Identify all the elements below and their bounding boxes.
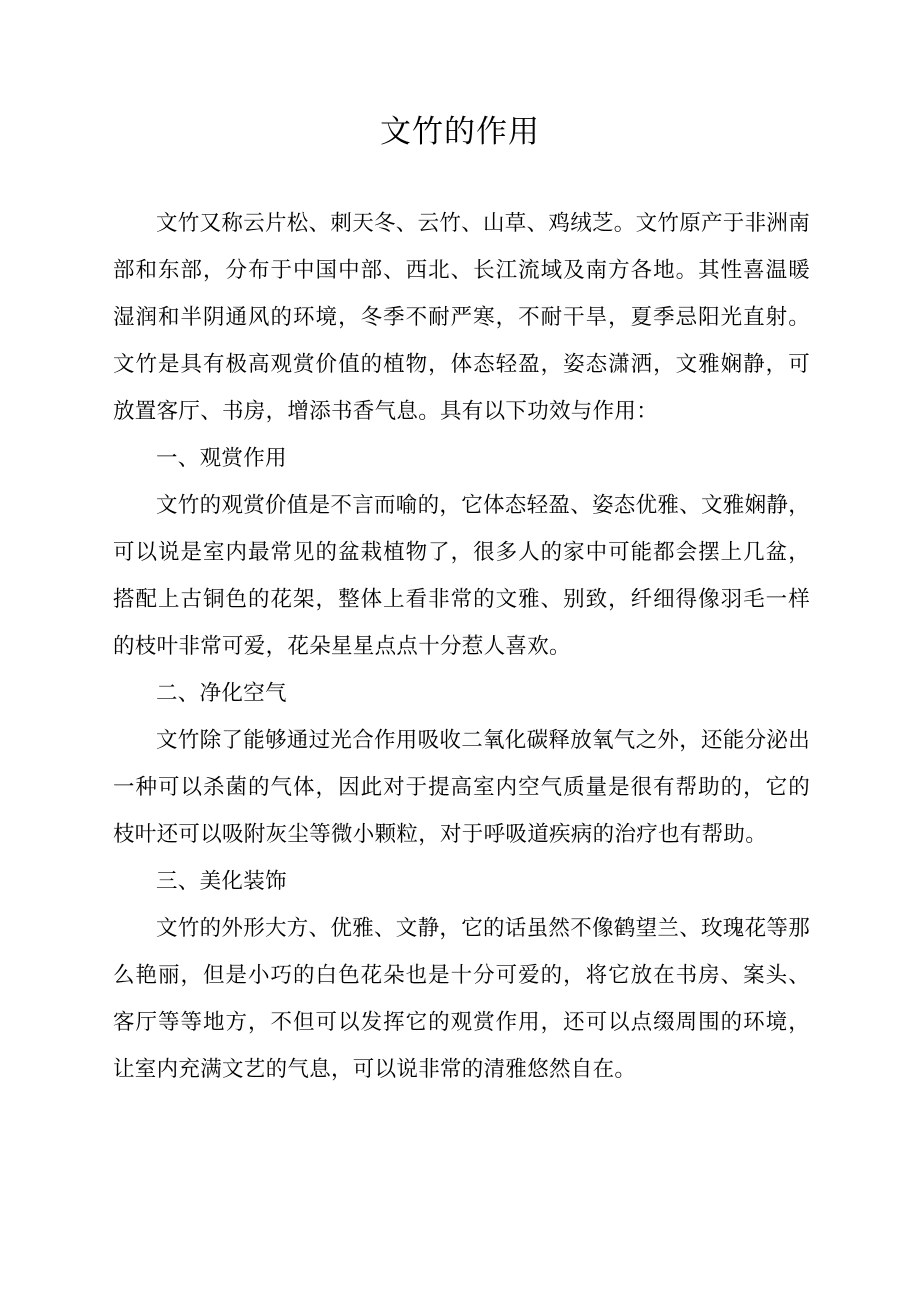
intro-paragraph: 文竹又称云片松、刺天冬、云竹、山草、鸡绒芝。文竹原产于非洲南部和东部，分布于中国中部、西北、长江流域及南方各地。其性喜温暖湿润和半阴通风的环境，冬季不耐严寒，不耐干旱，夏季忌阳光直射。文竹是具有极高观赏价值的植物，体态轻盈，姿态潇洒，文雅娴静，可放置客厅、书房，增添书香气息。具有以下功效与作用： xyxy=(113,211,811,424)
section-paragraph-decoration: 文竹的外形大方、优雅、文静，它的话虽然不像鹤望兰、玫瑰花等那么艳丽，但是小巧的白色花朵也是十分可爱的，将它放在书房、案头、客厅等等地方，不但可以发挥它的观赏作用，还可以点缀周围的环境，让室内充满文艺的气息，可以说非常的清雅悠然自在。 xyxy=(113,916,811,1082)
section-heading-ornamental: 一、观赏作用 xyxy=(156,446,287,471)
document-body xyxy=(113,200,810,1093)
section-heading-decoration: 三、美化装饰 xyxy=(156,869,287,894)
section-paragraph-ornamental: 文竹的观赏价值是不言而喻的，它体态轻盈、姿态优雅、文雅娴静，可以说是室内最常见的盆栽植物了，很多人的家中可能都会摆上几盆，搭配上古铜色的花架，整体上看非常的文雅、别致，纤细得像羽毛一样的枝叶非常可爱，花朵星星点点十分惹人喜欢。 xyxy=(113,493,811,659)
document-title: 文竹的作用 xyxy=(380,114,540,150)
section-heading-air-purification: 二、净化空气 xyxy=(156,681,287,706)
section-paragraph-air-purification: 文竹除了能够通过光合作用吸收二氧化碳释放氧气之外，还能分泌出一种可以杀菌的气体，因此对于提高室内空气质量是很有帮助的，它的枝叶还可以吸附灰尘等微小颗粒，对于呼吸道疾病的治疗也有帮助。 xyxy=(113,728,811,847)
